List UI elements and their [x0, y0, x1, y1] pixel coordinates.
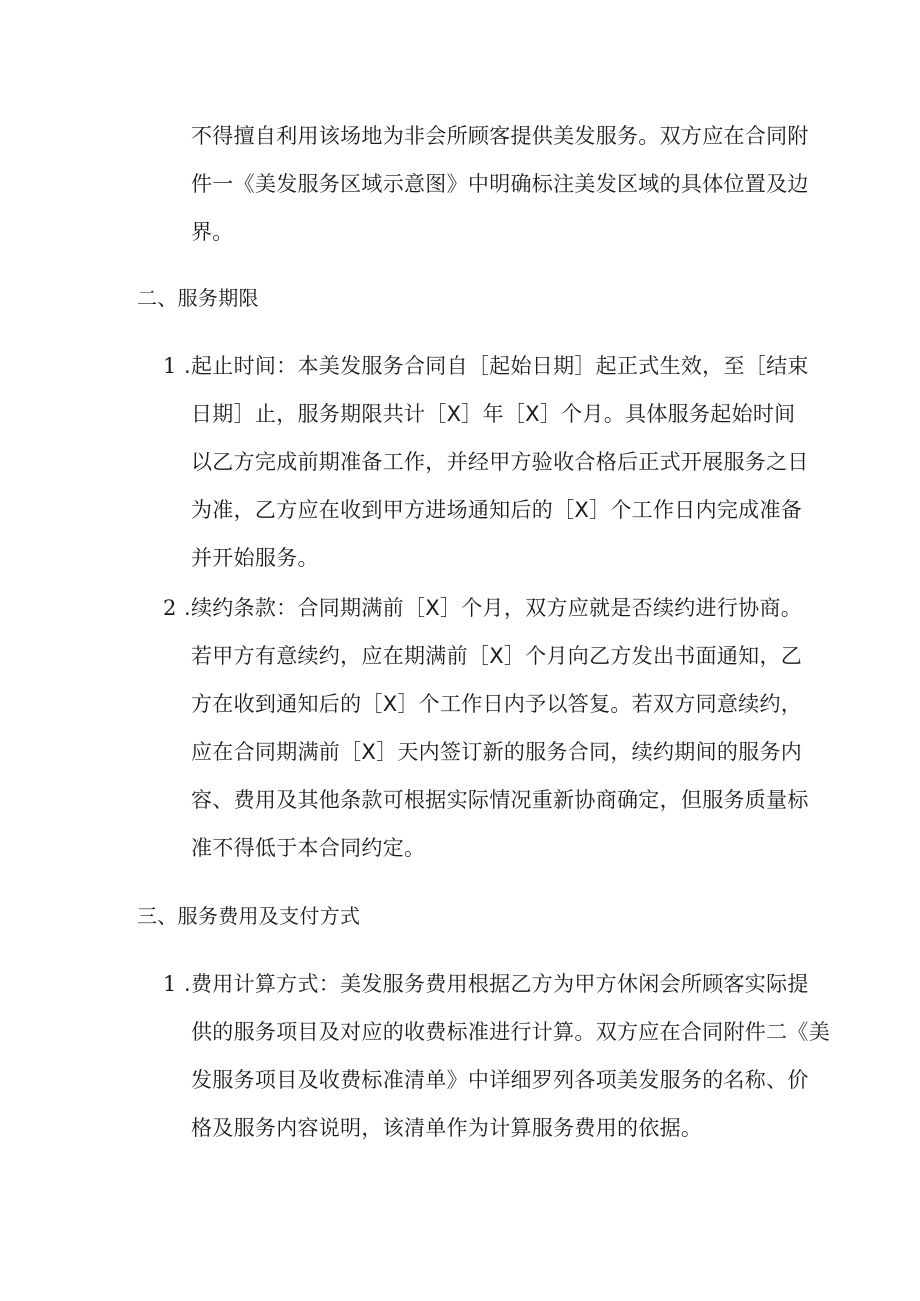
clause-line: 容、费用及其他条款可根据实际情况重新协商确定，但服务质量标 — [191, 788, 809, 812]
clause-line: 日期］止，服务期限共计［X］年［X］个月。具体服务起始时间 — [191, 402, 796, 426]
intro-line-2: 件一《美发服务区域示意图》中明确标注美发区域的具体位置及边 — [191, 172, 809, 196]
clause-line: 为准，乙方应在收到甲方进场通知后的［X］个工作日内完成准备 — [191, 498, 803, 522]
clause-line: 供的服务项目及对应的收费标准进行计算。双方应在合同附件二《美 — [191, 1020, 830, 1044]
clause-line: 若甲方有意续约，应在期满前［X］个月向乙方发出书面通知，乙 — [191, 644, 803, 668]
item-number: 1 — [163, 354, 177, 378]
clause-line: .起止时间：本美发服务合同自［起始日期］起正式生效，至［结束 — [184, 354, 809, 378]
clause-line: 准不得低于本合同约定。 — [191, 836, 426, 860]
clause-line: 并开始服务。 — [191, 546, 319, 570]
clause-line: 格及服务内容说明，该清单作为计算服务费用的依据。 — [191, 1116, 703, 1140]
clause-line: 发服务项目及收费标准清单》中详细罗列各项美发服务的名称、价 — [191, 1068, 809, 1092]
intro-line-3: 界。 — [191, 220, 234, 244]
clause-line: .续约条款：合同期满前［X］个月，双方应就是否续约进行协商。 — [184, 596, 803, 620]
section-heading-service-term: 二、服务期限 — [137, 286, 259, 310]
clause-line: 方在收到通知后的［X］个工作日内予以答复。若双方同意续约， — [191, 692, 803, 716]
item-number: 1 — [163, 972, 177, 996]
item-number: 2 — [163, 596, 177, 620]
clause-line: 应在合同期满前［X］天内签订新的服务合同，续约期间的服务内 — [191, 740, 803, 764]
section-heading-fees-payment: 三、服务费用及支付方式 — [137, 904, 361, 928]
clause-line: 以乙方完成前期准备工作，并经甲方验收合格后正式开展服务之日 — [191, 450, 809, 474]
intro-line-1: 不得擅自利用该场地为非会所顾客提供美发服务。双方应在合同附 — [191, 124, 809, 148]
clause-line: .费用计算方式：美发服务费用根据乙方为甲方休闲会所顾客实际提 — [184, 972, 809, 996]
